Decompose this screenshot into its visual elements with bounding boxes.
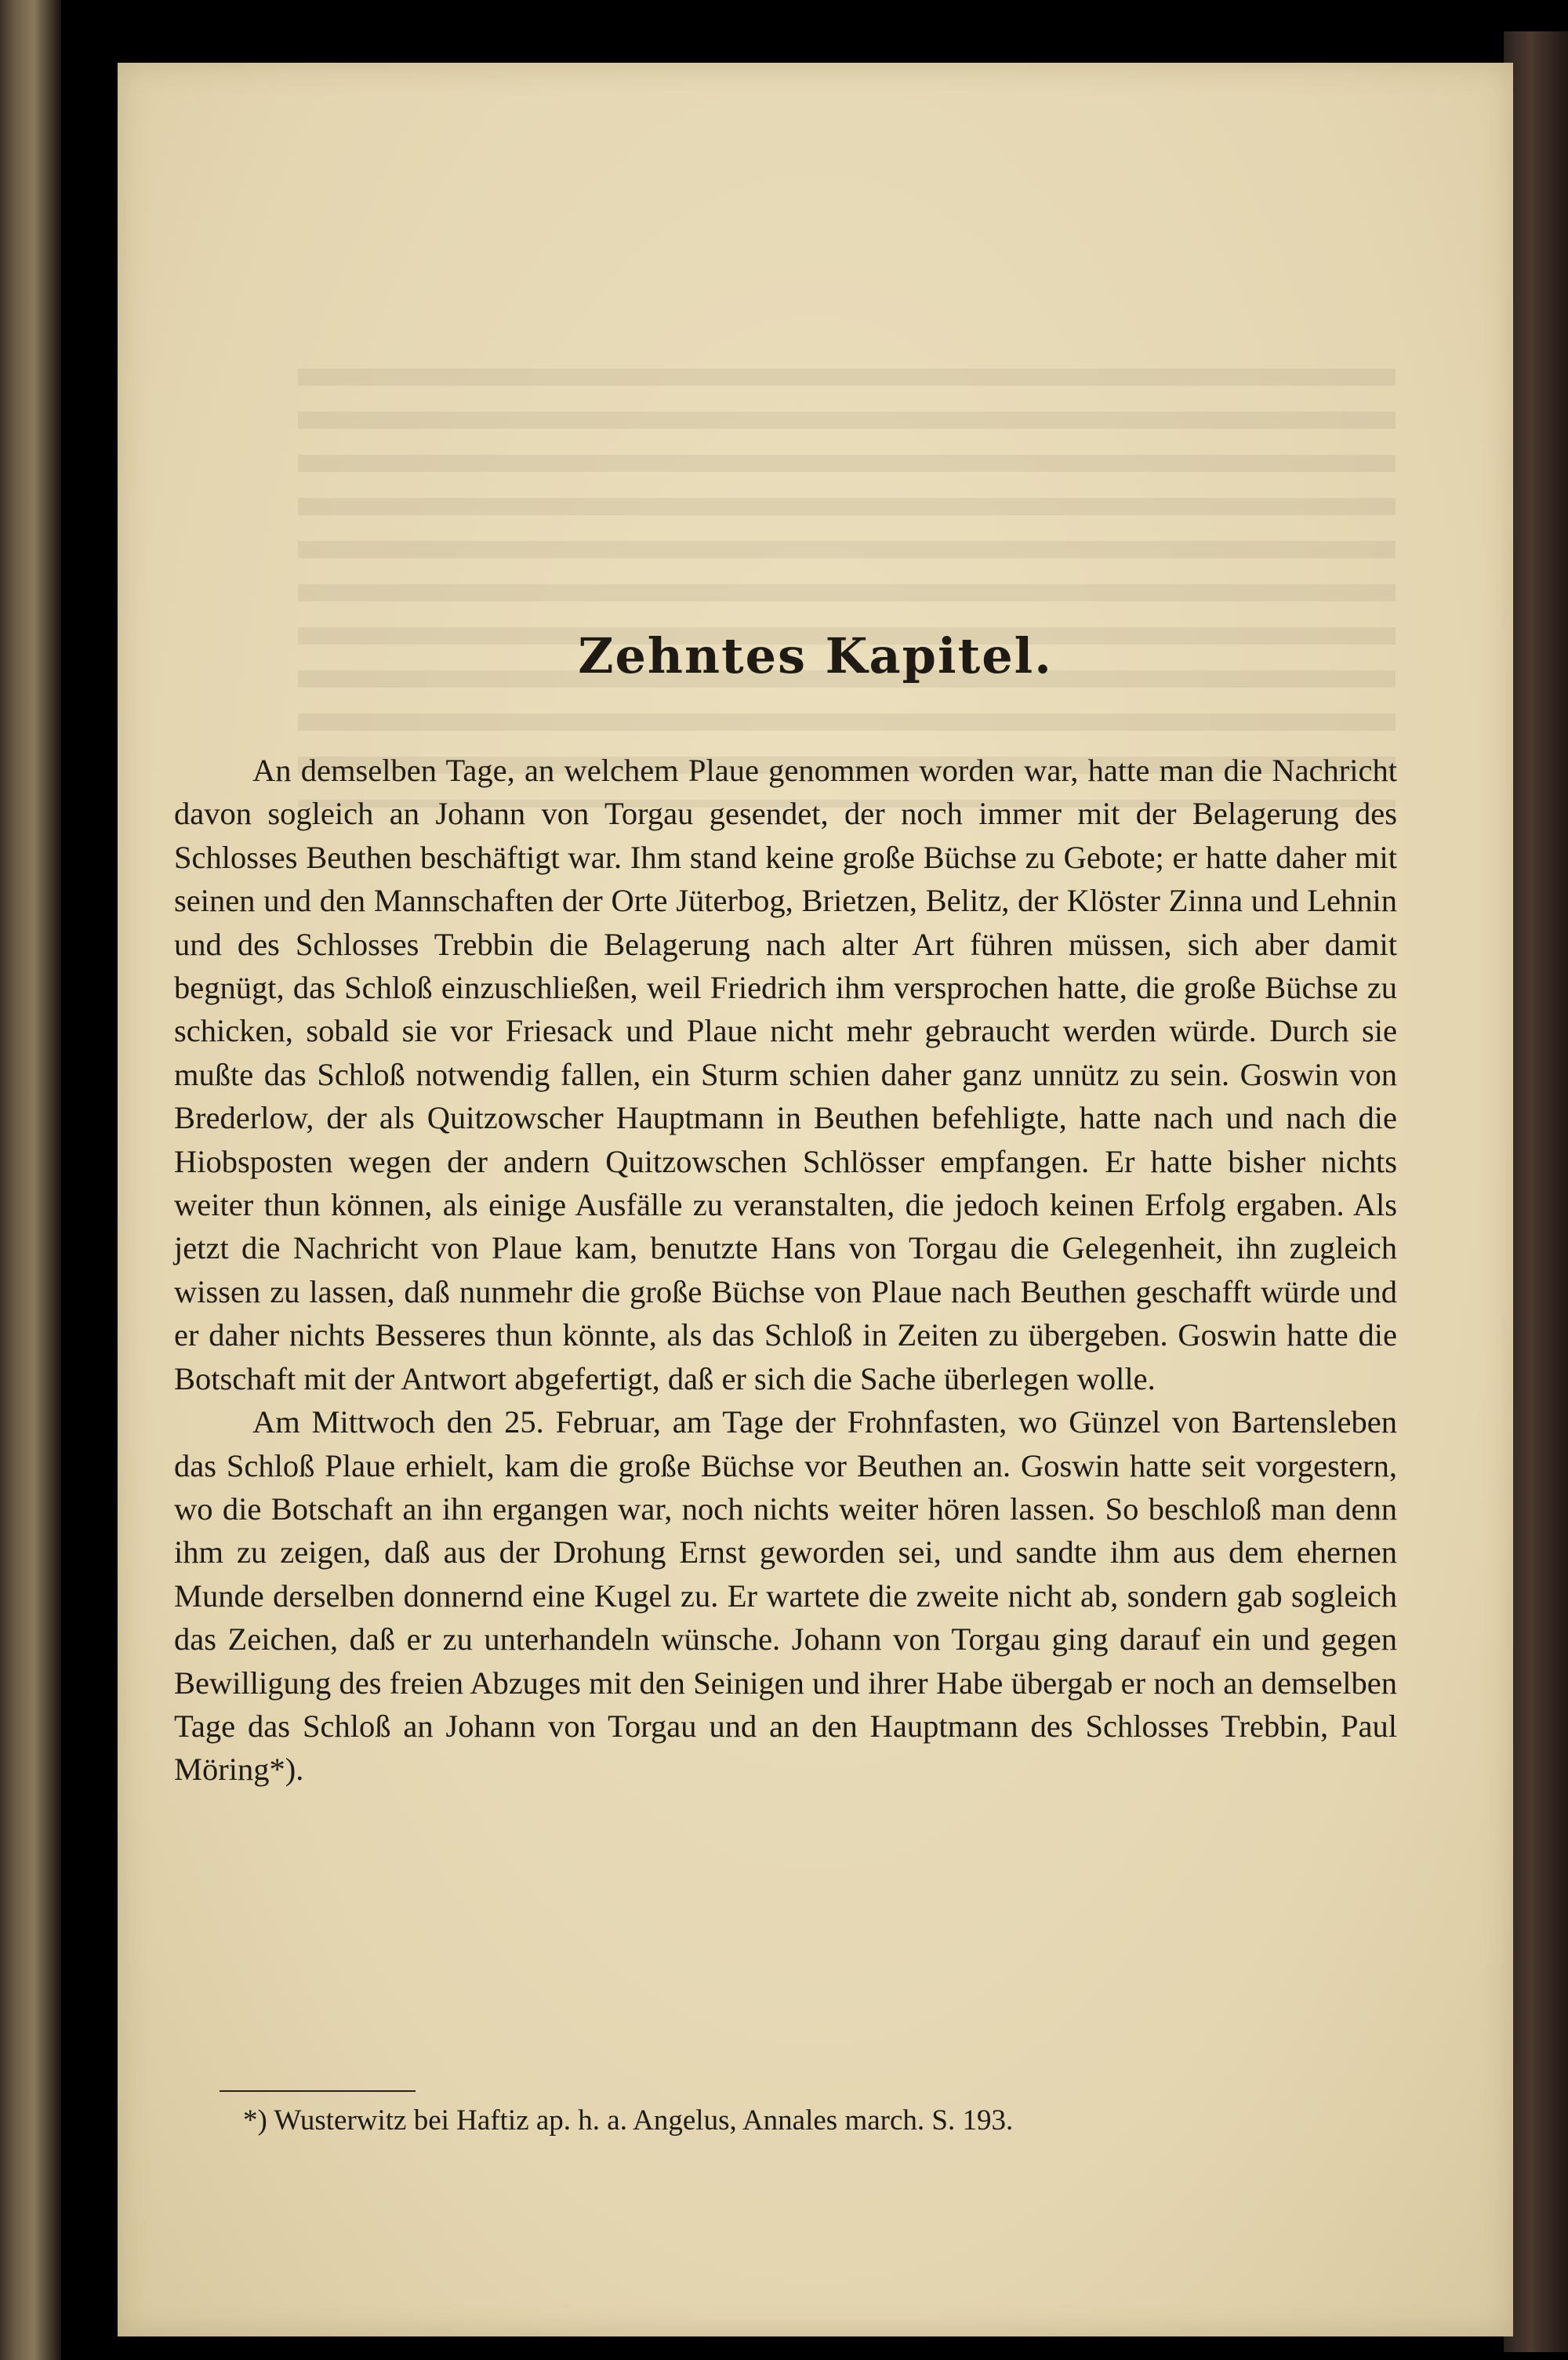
footnote: *) Wusterwitz bei Haftiz ap. h. a. Angelus, Annales march. S. 193.: [243, 2104, 1014, 2137]
bleed-through-texture: [298, 369, 1396, 808]
book-page: [118, 63, 1513, 2336]
chapter-title: Zehntes Kapitel.: [578, 627, 1053, 684]
paragraph-2: Am Mittwoch den 25. Februar, am Tage der Frohnfasten, wo Günzel von Bartensleben das Schloß Plaue erhielt, kam die große Büchse vor Beuthen an. Goswin hatte seit vorgestern, wo die Botschaft an ihn ergangen war, noch nichts weiter hören lassen. So beschloß man denn ihm zu zeigen, daß aus der Drohung Ernst geworden sei, und sandte ihm aus dem ehernen Munde derselben donnernd eine Kugel zu. Er wartete die zweite nicht ab, sondern gab sogleich das Zeichen, daß er zu unterhandeln wünsche. Johann von Torgau ging darauf ein und gegen Bewilligung des freien Abzuges mit den Seinigen und ihrer Habe übergab er noch an demselben Tage das Schloß an Johann von Torgau und an den Hauptmann des Schlosses Trebbin, Paul Möring*).: [174, 1404, 1397, 1788]
adjacent-page-edge: [0, 0, 61, 2360]
body-text: [174, 749, 1397, 1792]
footnote-divider: [220, 2090, 416, 2092]
paragraph-1: An demselben Tage, an welchem Plaue genommen worden war, hatte man die Nachricht davon sogleich an Johann von Torgau gesendet, der noch immer mit der Belagerung des Schlosses Beuthen beschäftigt war. Ihm stand keine große Büchse zu Gebote; er hatte daher mit seinen und den Mannschaften der Orte Jüterbog, Brietzen, Belitz, der Klöster Zinna und Lehnin und des Schlosses Trebbin die Belagerung nach alter Art führen müssen, sich aber damit begnügt, das Schloß einzuschließen, weil Friedrich ihm versprochen hatte, die große Büchse zu schicken, sobald sie vor Friesack und Plaue nicht mehr gebraucht werden würde. Durch sie mußte das Schloß notwendig fallen, ein Sturm schien daher ganz unnütz zu sein. Goswin von Brederlow, der als Quitzowscher Hauptmann in Beuthen befehligte, hatte nach und nach die Hiobsposten wegen der andern Quitzowschen Schlösser empfangen. Er hatte bisher nichts weiter thun können, als einige Ausfälle zu veranstalten, die jedoch keinen Erfolg ergaben. Als jetzt die Nachricht von Plaue kam, benutzte Hans von Torgau die Gelegenheit, ihn zugleich wissen zu lassen, daß nunmehr die große Büchse von Plaue nach Beuthen geschafft würde und er daher nichts Besseres thun könnte, als das Schloß in Zeiten zu übergeben. Goswin hatte die Botschaft mit der Antwort abgefertigt, daß er sich die Sache überlegen wolle.: [174, 753, 1397, 1396]
book-cover-edge: [1504, 31, 1568, 2352]
